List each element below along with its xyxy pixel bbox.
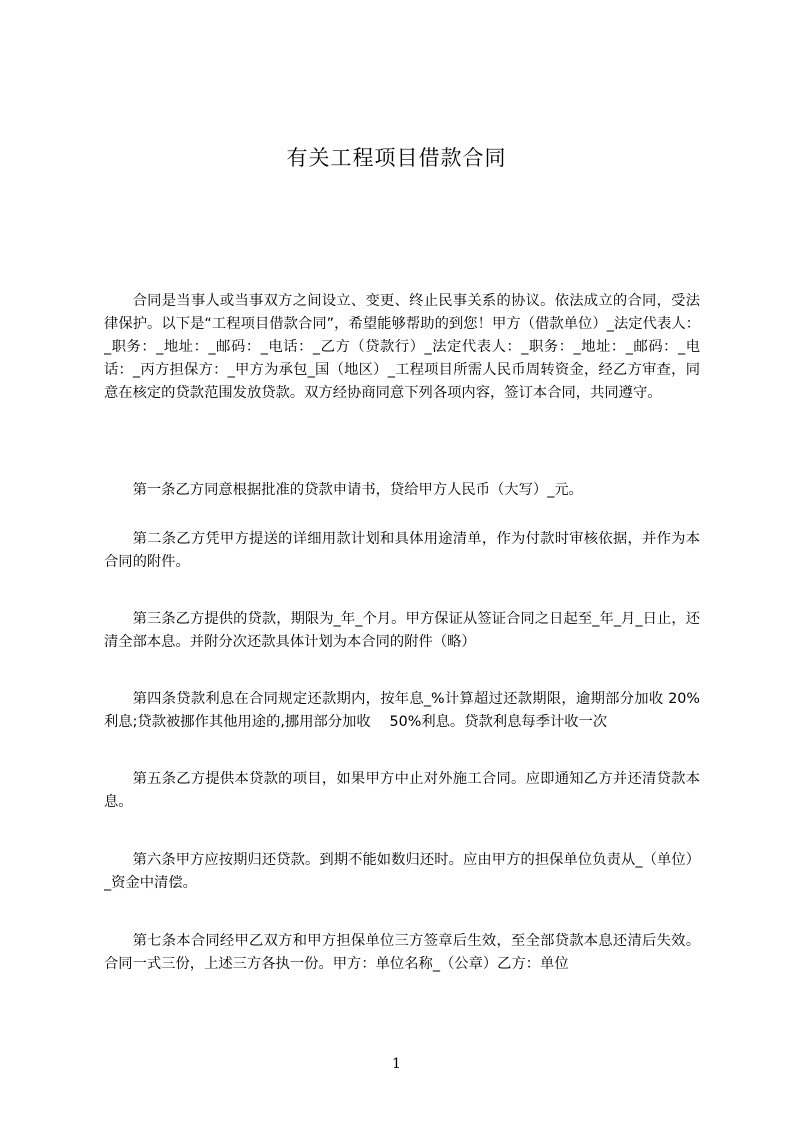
article-3-paragraph: 第三条乙方提供的贷款，期限为_年_个月。甲方保证从签证合同之日起至_年_月_日止，还清全部本息。并附分次还款具体计划为本合同的附件（略） xyxy=(104,611,700,650)
article-5-paragraph: 第五条乙方提供本贷款的项目，如果甲方中止对外施工合同。应即通知乙方并还清贷款本息。 xyxy=(104,771,700,810)
document-title: 有关工程项目借款合同 xyxy=(286,146,507,170)
article-7-paragraph: 第七条本合同经甲乙双方和甲方担保单位三方签章后生效，至全部贷款本息还清后失效。合同一式三份，上述三方各执一份。甲方：单位名称_（公章）乙方：单位 xyxy=(104,933,700,972)
article-6-paragraph: 第六条甲方应按期归还贷款。到期不能如数归还时。应由甲方的担保单位负责从_（单位）_资金中清偿。 xyxy=(104,852,700,891)
page-number: 1 xyxy=(392,1056,401,1072)
article-4-paragraph: 第四条贷款利息在合同规定还款期内，按年息_%计算超过还款期限，逾期部分加收 20%利息;贷款被挪作其他用途的,挪用部分加收 50%利息。贷款利息每季计收一次 xyxy=(104,691,700,730)
article-2-paragraph: 第二条乙方凭甲方提送的详细用款计划和具体用途清单，作为付款时审核依据，并作为本合同的附件。 xyxy=(104,531,700,570)
intro-paragraph: 合同是当事人或当事双方之间设立、变更、终止民事关系的协议。依法成立的合同，受法律保护。以下是“工程项目借款合同”，希望能够帮助的到您！甲方（借款单位）_法定代表人：_职务：_地址：_邮码：_电话：_乙方（贷款行）_法定代表人：_职务：_地址：_邮码：_电话：_丙方担保方：_甲方为承包_国（地区）_工程项目所需人民币周转资金，经乙方审查，同意在核定的贷款范围发放贷款。双方经协商同意下列各项内容，签订本合同，共同遵守。 xyxy=(104,293,700,401)
article-1-paragraph: 第一条乙方同意根据批准的贷款申请书，贷给甲方人民币（大写）_元。 xyxy=(132,482,583,498)
